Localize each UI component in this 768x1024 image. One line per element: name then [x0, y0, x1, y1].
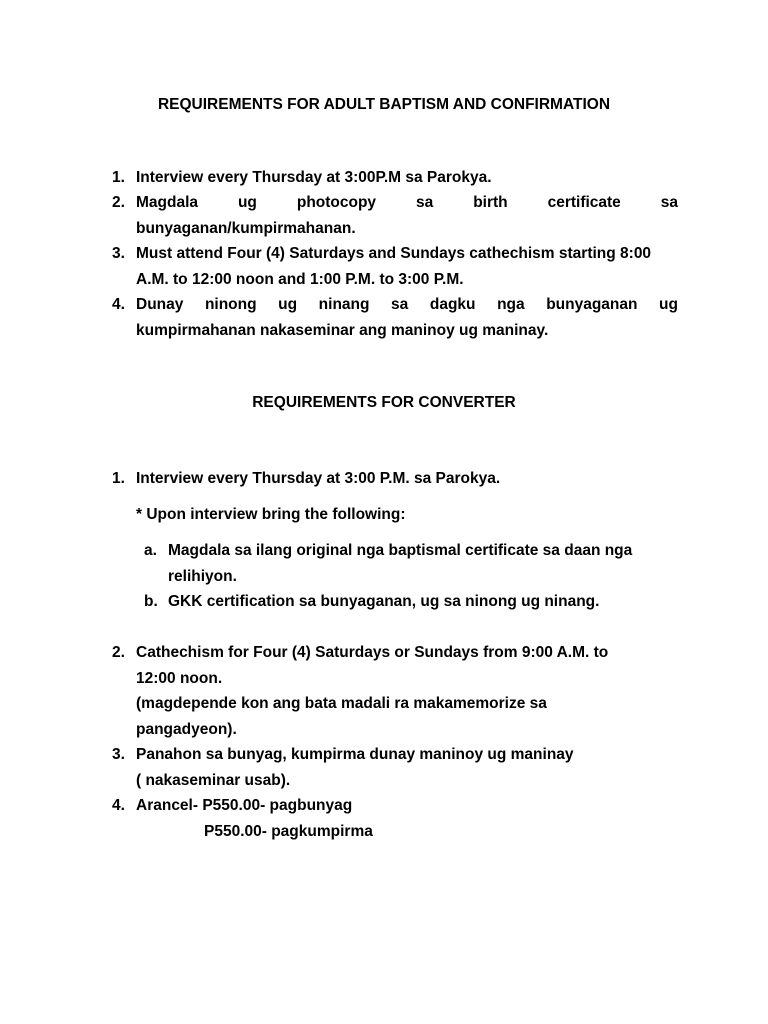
list-item-text: Arancel- P550.00- pagbunyag	[136, 797, 353, 814]
converter-section-title: REQUIREMENTS FOR CONVERTER	[252, 394, 516, 411]
list-item-text: Interview every Thursday at 3:00 P.M. sa Parokya.	[136, 470, 501, 487]
list-item-text: A.M. to 12:00 noon and 1:00 P.M. to 3:00 P.M.	[136, 270, 464, 288]
list-item-text: Magdala ug photocopy sa birth certificate sa	[136, 194, 678, 211]
list-number: 4.	[112, 797, 125, 814]
list-item-text: 12:00 noon.	[136, 669, 223, 687]
list-item-text: (magdepende kon ang bata madali ra makamemorize sa	[136, 695, 547, 712]
list-number: 1.	[112, 470, 125, 487]
list-item-text: Interview every Thursday at 3:00P.M sa Parokya.	[136, 169, 492, 186]
list-number: 4.	[112, 296, 125, 313]
adult-section-title: REQUIREMENTS FOR ADULT BAPTISM AND CONFIRMATION	[157, 96, 611, 113]
list-letter: b.	[144, 593, 158, 610]
list-number: 3.	[112, 746, 125, 763]
list-item-text: Must attend Four (4) Saturdays and Sundays cathechism starting 8:00	[136, 245, 652, 262]
list-item-text: Cathechism for Four (4) Saturdays or Sundays from 9:00 A.M. to	[136, 644, 609, 661]
list-item-text: Dunay ninong ug ninang sa dagku nga bunyaganan ug	[136, 296, 678, 313]
list-item-text: Magdala sa ilang original nga baptismal certificate sa daan nga	[168, 542, 633, 559]
list-item-text: pangadyeon).	[136, 720, 237, 738]
list-number: 3.	[112, 245, 125, 262]
list-number: 1.	[112, 169, 125, 186]
list-item-text: kumpirmahanan nakaseminar ang maninoy ug maninay.	[136, 321, 549, 339]
list-item-text: P550.00- pagkumpirma	[204, 822, 373, 840]
list-item-text: bunyaganan/kumpirmahanan.	[136, 219, 356, 237]
list-item-text: relihiyon.	[168, 567, 237, 585]
list-number: 2.	[112, 644, 125, 661]
interview-note: * Upon interview bring the following:	[136, 506, 406, 523]
list-item-text: Panahon sa bunyag, kumpirma dunay maninoy ug maninay	[136, 746, 574, 763]
list-item-text: ( nakaseminar usab).	[136, 771, 291, 789]
list-number: 2.	[112, 194, 125, 211]
list-item-text: GKK certification sa bunyaganan, ug sa ninong ug ninang.	[168, 593, 600, 610]
list-letter: a.	[144, 542, 157, 559]
